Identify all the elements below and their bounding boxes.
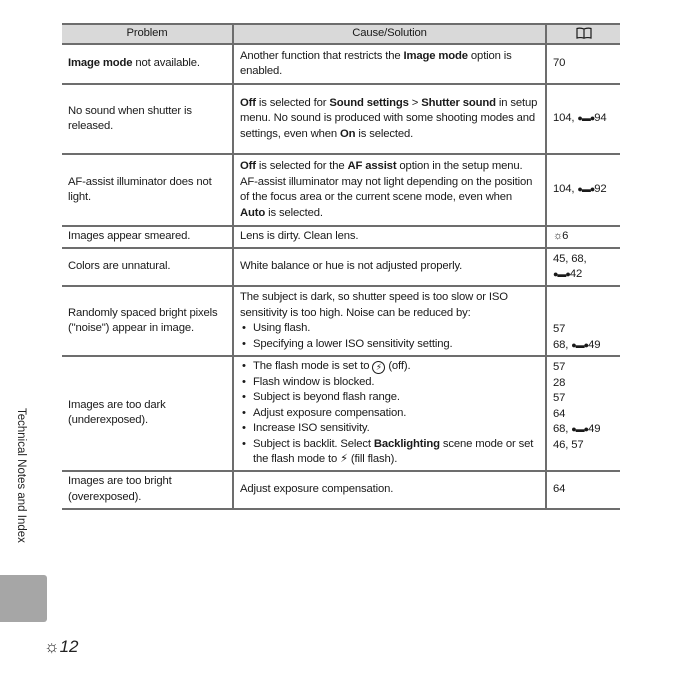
table-row (62, 154, 620, 226)
table-header-row (62, 24, 620, 44)
problem-cell: Images are too bright (overexposed). (62, 471, 233, 509)
cause-cell (233, 356, 546, 471)
reference-cell: 64 (546, 471, 620, 509)
cause-cell: The subject is dark, so shutter speed is too slow or ISO sensitivity is too high. Noise can be reduced by: • Using flash. • Specifying a lower ISO sensitivity setting. (233, 286, 546, 356)
problem-cell: Images are too dark (underexposed). (62, 356, 233, 471)
problem-cell: Image mode not available. (62, 44, 233, 84)
reference-cell: ☼6 (546, 226, 620, 248)
reference-icon: ●▬● (577, 184, 595, 195)
book-icon (576, 27, 592, 39)
reference-icon: ●▬● (571, 339, 589, 350)
table-row (62, 286, 620, 356)
reference-cell: 104, ●▬●94 (546, 84, 620, 154)
reference-cell: 104, ●▬●92 (546, 154, 620, 226)
table-row (62, 84, 620, 154)
table-row (62, 356, 620, 471)
header-problem: Problem (62, 24, 233, 44)
cause-cell: White balance or hue is not adjusted properly. (233, 248, 546, 286)
table-row (62, 248, 620, 286)
header-reference (546, 24, 620, 44)
reference-icon: ●▬● (553, 269, 570, 279)
list-item: • Increase ISO sensitivity. (253, 421, 539, 437)
header-cause: Cause/Solution (233, 24, 546, 44)
cause-cell: Off is selected for Sound settings > Shutter sound in setup menu. No sound is produced with some shooting modes and settings, even when On is selected. (233, 84, 546, 154)
reference-icon: ●▬● (571, 424, 589, 434)
list-item: • Specifying a lower ISO sensitivity setting. (253, 337, 539, 353)
cause-cell: Another function that restricts the Image mode option is enabled. (233, 44, 546, 84)
problem-cell: No sound when shutter is released. (62, 84, 233, 154)
reference-cell: 57 68, ●▬●49 (546, 286, 620, 356)
problem-cell: AF-assist illuminator does not light. (62, 154, 233, 226)
list-item: • Adjust exposure compensation. (253, 406, 539, 422)
troubleshooting-table (62, 23, 620, 510)
table-row (62, 471, 620, 509)
problem-cell: Images appear smeared. (62, 226, 233, 248)
technical-notes-icon: ☼ (44, 637, 60, 656)
problem-cell: Colors are unnatural. (62, 248, 233, 286)
list-item: • The flash mode is set to ⚡ (off). (253, 359, 539, 375)
table-row (62, 226, 620, 248)
reference-cell: 57 28 57 64 68, ●▬●49 46, 57 (546, 356, 620, 471)
fill-flash-icon: ⚡ (340, 453, 348, 465)
reference-cell: 70 (546, 44, 620, 84)
table-row (62, 44, 620, 84)
flash-off-icon: ⚡ (372, 361, 385, 374)
problem-cell: Randomly spaced bright pixels ("noise") appear in image. (62, 286, 233, 356)
list-item: • Flash window is blocked. (253, 375, 539, 391)
reference-icon: ●▬● (577, 113, 595, 124)
cause-cell: Lens is dirty. Clean lens. (233, 226, 546, 248)
cause-cell: Adjust exposure compensation. (233, 471, 546, 509)
technical-notes-icon: ☼ (553, 230, 563, 243)
list-item: • Using flash. (253, 321, 539, 337)
page-number: ☼12 (44, 637, 79, 656)
section-tab (0, 575, 47, 622)
cause-cell: Off is selected for the AF assist option in the setup menu. AF-assist illuminator may not light depending on the position of the focus area or the current scene mode, even when Auto is selected. (233, 154, 546, 226)
list-item: • Subject is backlit. Select Backlighting scene mode or set the flash mode to ⚡ (fill flash). (253, 437, 539, 468)
reference-cell: 45, 68, ●▬●42 (546, 248, 620, 286)
list-item: • Subject is beyond flash range. (253, 390, 539, 406)
